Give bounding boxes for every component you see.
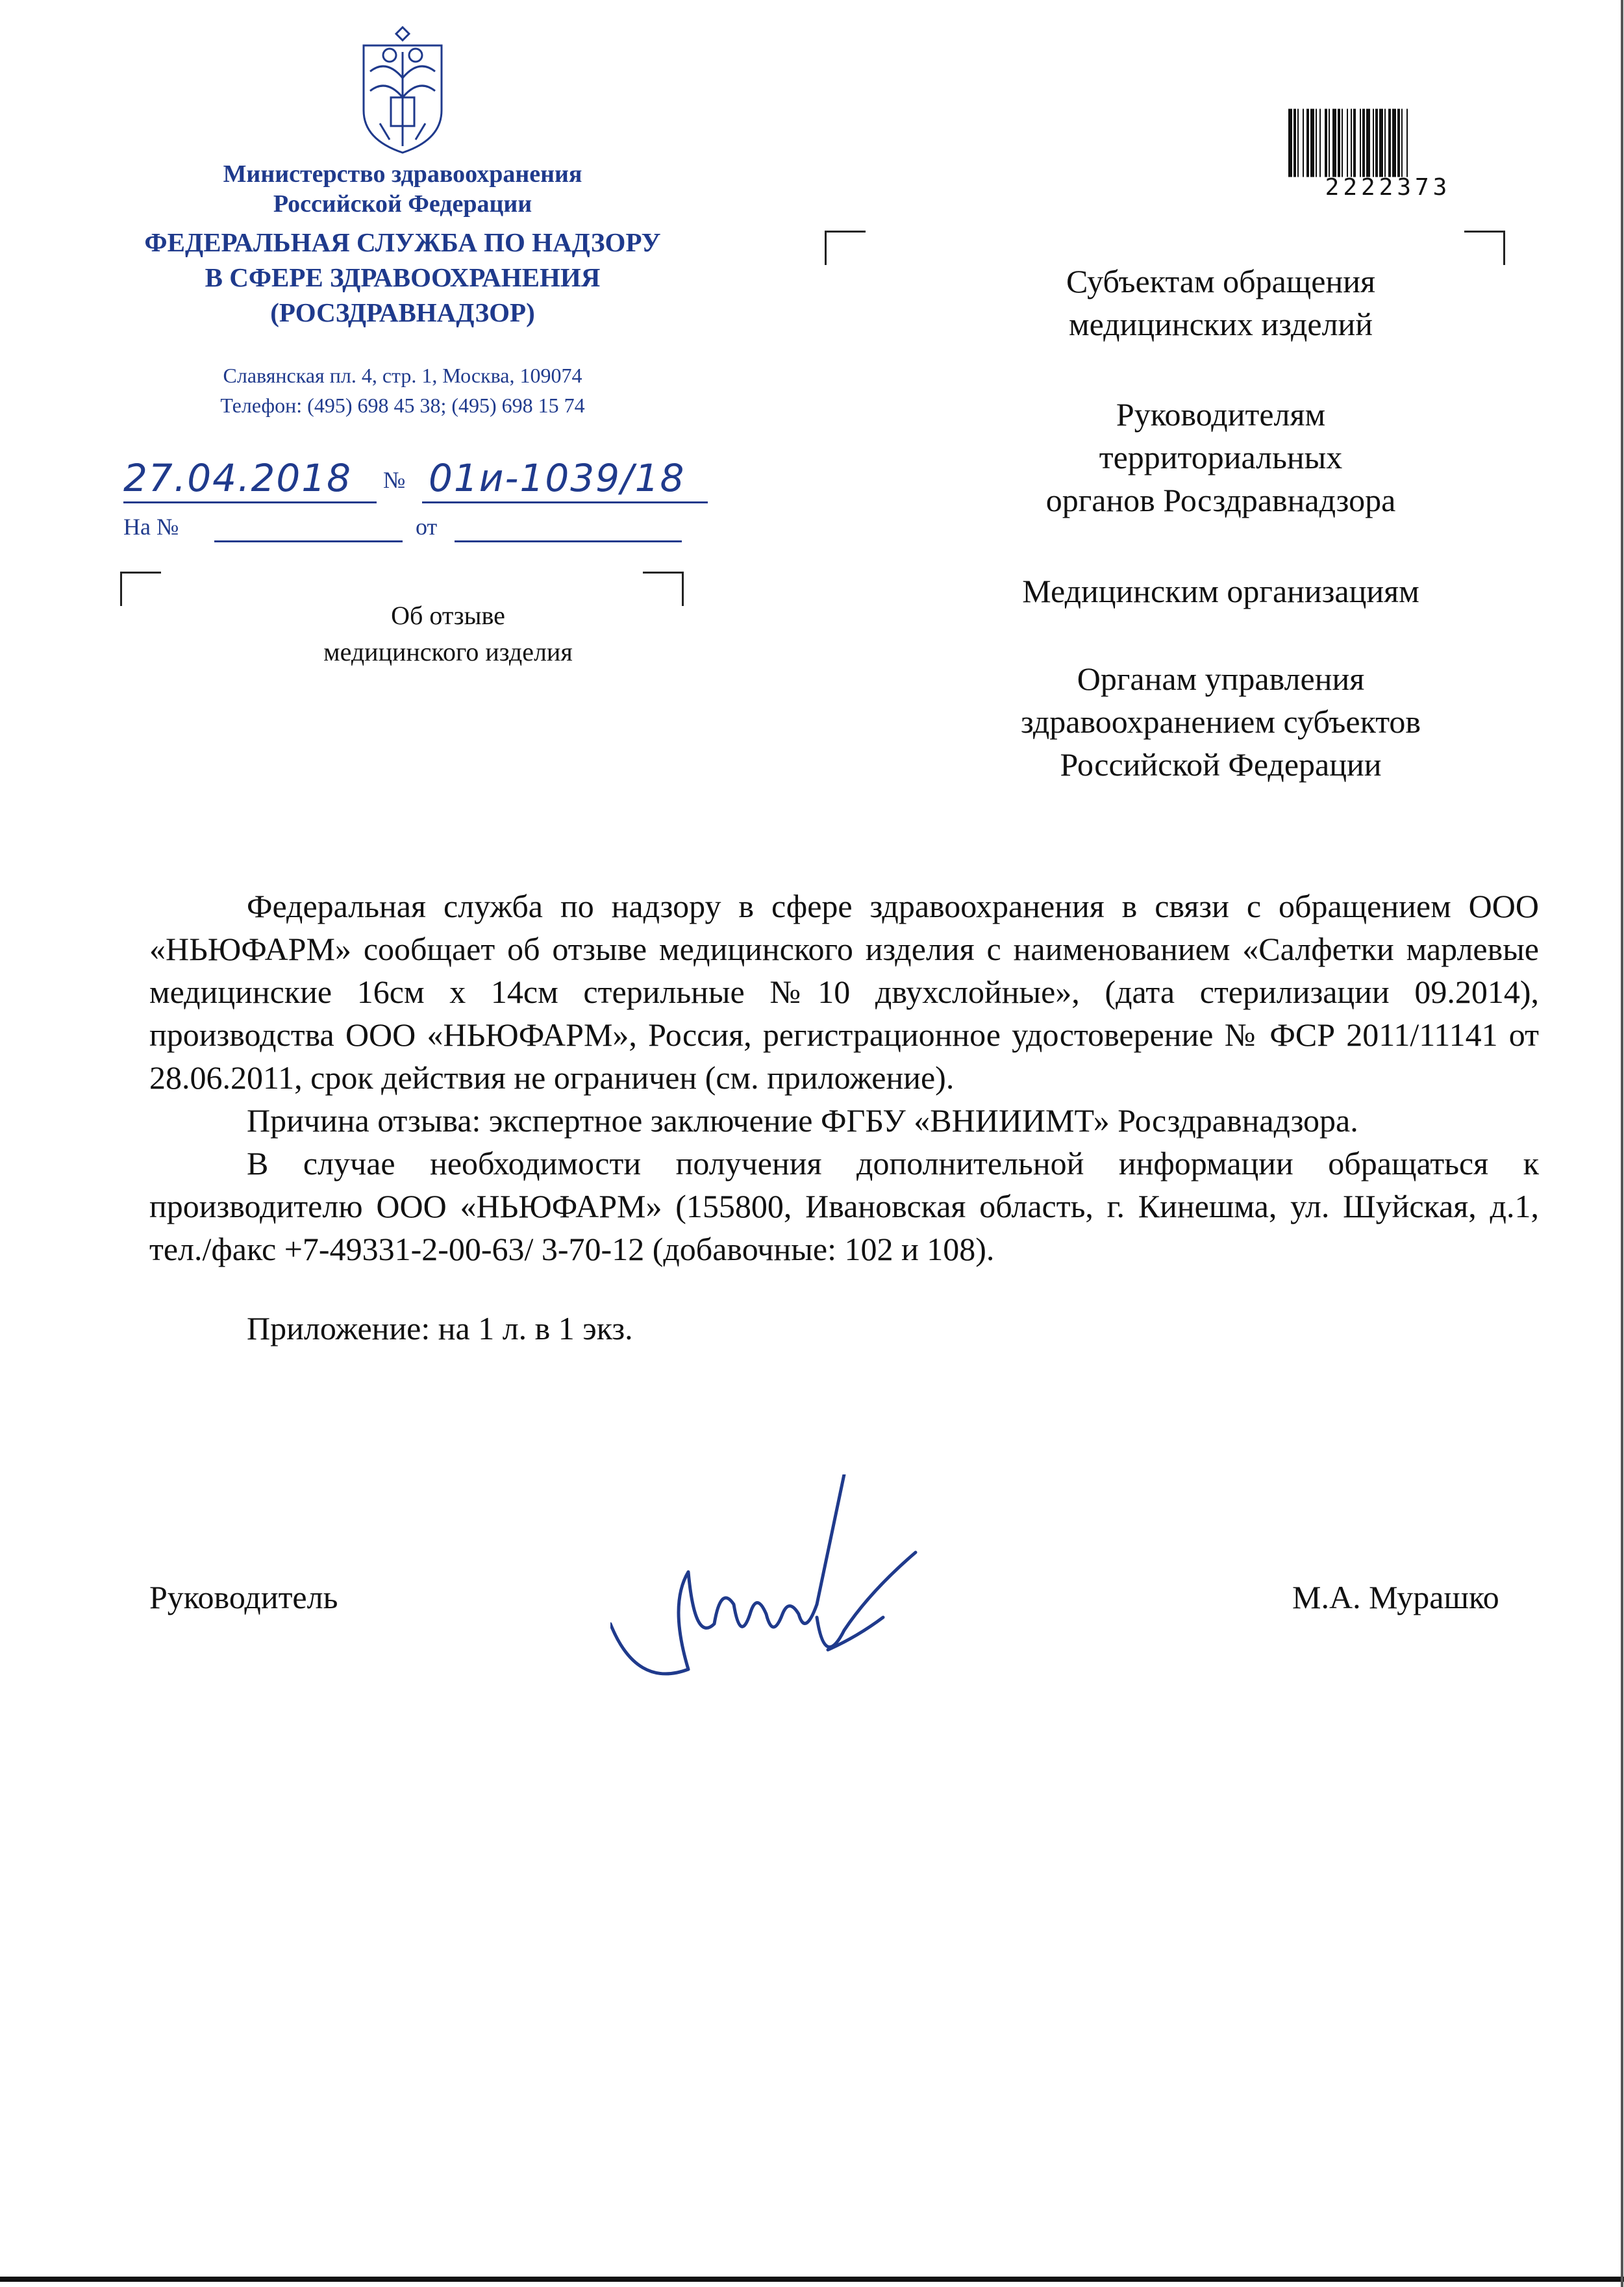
number-label: №	[383, 467, 406, 493]
barcode-bar	[1319, 109, 1321, 177]
recipient-2	[896, 393, 1545, 522]
barcode-bar	[1310, 109, 1314, 177]
phone-line: Телефон: (495) 698 45 38; (495) 698 15 74	[220, 394, 585, 417]
service-line-3: (РОСЗДРАВНАДЗОР)	[270, 297, 535, 327]
barcode-bar	[1316, 109, 1317, 177]
recipient-4-line-3: Российской Федерации	[1060, 746, 1382, 783]
recipient-1	[896, 260, 1545, 346]
barcode-bar	[1397, 109, 1400, 177]
registration-number: 01и-1039/18	[429, 456, 686, 500]
recipient-2-line-3: органов Росздравнадзора	[1045, 482, 1396, 518]
from-label: от	[416, 514, 438, 540]
service-line-1: ФЕДЕРАЛЬНАЯ СЛУЖБА ПО НАДЗОРУ	[144, 227, 661, 257]
body-paragraph-2: Причина отзыва: экспертное заключение ФГБУ «ВНИИИМТ» Росздравнадзора.	[247, 1102, 1358, 1139]
barcode-bar	[1342, 109, 1343, 177]
signer-role: Руководитель	[149, 1579, 338, 1615]
page-bottom-edge	[0, 2277, 1624, 2282]
service-line-2: В СФЕРЕ ЗДРАВООХРАНЕНИЯ	[205, 262, 601, 292]
attachment-note: Приложение: на 1 л. в 1 экз.	[247, 1310, 633, 1346]
barcode-bar	[1406, 109, 1408, 177]
barcode-number: 2222373	[1325, 174, 1451, 201]
subject-corner-left	[120, 572, 161, 606]
barcode-bar	[1392, 109, 1396, 177]
recipient-1-line-2: медицинских изделий	[1068, 306, 1373, 342]
recipient-3-line-1: Медицинским организациям	[1022, 573, 1419, 609]
ministry-line-2: Российской Федерации	[273, 190, 532, 218]
barcode-bar	[1401, 109, 1403, 177]
barcode-bar	[1347, 109, 1348, 177]
reply-line	[123, 513, 708, 552]
registration-date: 27.04.2018	[123, 456, 353, 500]
barcode-bar	[1379, 109, 1383, 177]
recipient-3	[896, 570, 1545, 613]
ministry-line-1: Министерство здравоохранения	[223, 160, 582, 188]
subject-line-2: медицинского изделия	[323, 637, 573, 666]
barcode-bar	[1353, 109, 1356, 177]
body-paragraph-1: Федеральная служба по надзору в сфере здравоохранения в связи с обращением ООО «НЬЮФАРМ» сообщает об отзыве медицинского изделия с наименованием «Салфетки марлевые медицинские 16см х 14см стерильные №10 двухслойные», (дата стерилизации 09.2014), производства ООО «НЬЮФАРМ», Россия, регистрационное удостоверение № ФСР 2011/11141 от 28.06.2011, срок действия не ограничен (см. приложение).	[149, 888, 1539, 1096]
address-line: Славянская пл. 4, стр. 1, Москва, 109074	[223, 364, 582, 387]
recipients-corner-left	[825, 231, 866, 265]
barcode-bar	[1351, 109, 1352, 177]
barcode-bar	[1373, 109, 1374, 177]
handwritten-signature	[610, 1474, 935, 1708]
coat-of-arms-icon	[351, 26, 455, 156]
reply-label: На №	[123, 514, 179, 540]
barcode-bar	[1306, 109, 1309, 177]
signer-name: М.А. Мурашко	[1292, 1579, 1499, 1615]
body-paragraph-3: В случае необходимости получения дополнительной информации обращаться к производителю ООО «НЬЮФАРМ» (155800, Ивановская область, г. Кинешма, ул. Шуйская, д.1, тел./факс +7-49331-2-00-63/ 3-70-12 (добавочные: 102 и 108).	[149, 1145, 1539, 1267]
letter-body	[149, 885, 1539, 1350]
barcode-bar	[1388, 109, 1391, 177]
barcode-bar	[1384, 109, 1386, 177]
barcode-bar	[1375, 109, 1378, 177]
barcode-bar	[1325, 109, 1327, 177]
barcode-bar	[1362, 109, 1365, 177]
barcode-bar	[1297, 109, 1299, 177]
recipient-4-line-2: здравоохранением субъектов	[1020, 703, 1421, 740]
barcode-bar	[1338, 109, 1340, 177]
barcode-bar	[1303, 109, 1304, 177]
barcode-bar	[1293, 109, 1296, 177]
recipient-4	[896, 657, 1545, 786]
subject-block	[156, 598, 740, 670]
page-right-edge	[1621, 0, 1623, 2287]
recipient-2-line-1: Руководителям	[1116, 396, 1326, 433]
barcode-bar	[1329, 109, 1330, 177]
barcode-bar	[1332, 109, 1336, 177]
registration-line	[123, 442, 812, 513]
recipient-1-line-1: Субъектам обращения	[1066, 263, 1375, 299]
barcode-bar	[1288, 109, 1292, 177]
barcode-bar	[1366, 109, 1370, 177]
recipient-2-line-2: территориальных	[1099, 439, 1343, 475]
recipient-4-line-1: Органам управления	[1077, 661, 1365, 697]
barcode-bar	[1360, 109, 1361, 177]
subject-line-1: Об отзыве	[391, 601, 505, 630]
